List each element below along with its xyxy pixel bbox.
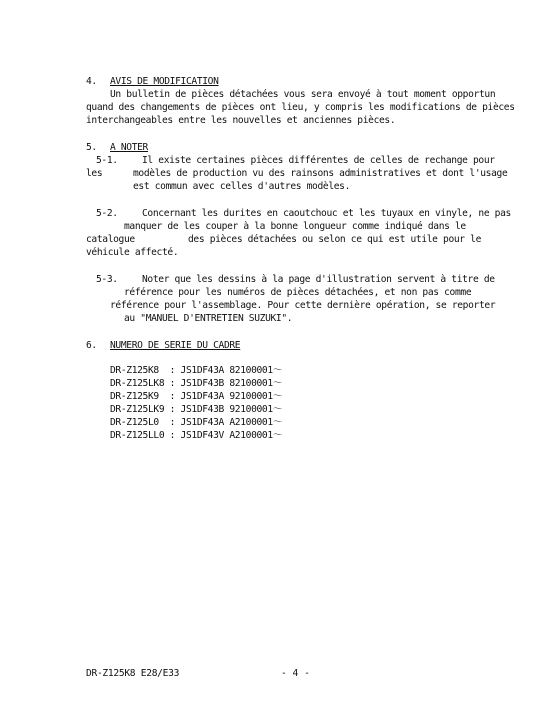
- paragraph-5-2-line: manquer de les couper à la bonne longueur comme indiqué dans le: [124, 221, 466, 232]
- paragraph-5-2-line: catalogue: [86, 234, 135, 245]
- paragraph-5-3-line: au "MANUEL D'ENTRETIEN SUZUKI".: [124, 313, 293, 324]
- paragraph-5-1-label: 5-1.: [96, 155, 118, 166]
- footer-model: DR-Z125K8 E28/E33: [86, 668, 180, 679]
- section-4-line: Un bulletin de pièces détachées vous sera envoyé à tout moment opportun: [110, 89, 496, 100]
- paragraph-5-1-line: les: [86, 168, 103, 179]
- frame-serial-row: DR-Z125L0 : JS1DF43A A2100001～: [110, 417, 283, 428]
- section-6-title: NUMERO DE SERIE DU CADRE: [110, 340, 241, 351]
- paragraph-5-3-label: 5-3.: [96, 274, 118, 285]
- frame-serial-row: DR-Z125K9 : JS1DF43A 92100001～: [110, 391, 283, 402]
- paragraph-5-2-line: Concernant les durites en caoutchouc et les tuyaux en vinyle, ne pas: [142, 208, 511, 219]
- section-4-number: 4.: [86, 76, 97, 87]
- paragraph-5-2-label: 5-2.: [96, 208, 118, 219]
- frame-serial-row: DR-Z125LL0 : JS1DF43V A2100001～: [110, 430, 283, 441]
- paragraph-5-3-line: référence pour les numéros de pièces détachées, et non pas comme: [124, 287, 472, 298]
- section-4-line: quand des changements de pièces ont lieu, y compris les modifications de pièces: [86, 102, 515, 113]
- paragraph-5-3-line: Noter que les dessins à la page d'illustration servent à titre de: [142, 274, 495, 285]
- section-6-number: 6.: [86, 340, 97, 351]
- section-5-number: 5.: [86, 142, 97, 153]
- paragraph-5-2-line: véhicule affecté.: [86, 247, 179, 258]
- section-5-title: A NOTER: [110, 142, 148, 153]
- page-number: - 4 -: [281, 668, 310, 679]
- paragraph-5-1-line: modèles de production vu des rainsons administratives et dont l'usage: [133, 168, 508, 179]
- paragraph-5-1-line: est commun avec celles d'autres modèles.: [133, 181, 351, 192]
- section-4-title: AVIS DE MODIFICATION: [110, 76, 219, 87]
- frame-serial-row: DR-Z125LK8 : JS1DF43B 82100001～: [110, 378, 283, 389]
- paragraph-5-3-line: référence pour l'assemblage. Pour cette dernière opération, se reporter: [110, 300, 496, 311]
- frame-serial-row: DR-Z125K8 : JS1DF43A 82100001～: [110, 365, 283, 376]
- section-4-line: interchangeables entre les nouvelles et anciennes pièces.: [86, 115, 396, 126]
- frame-serial-row: DR-Z125LK9 : JS1DF43B 92100001～: [110, 404, 283, 415]
- paragraph-5-1-line: Il existe certaines pièces différentes de celles de rechange pour: [142, 155, 495, 166]
- paragraph-5-2-line: des pièces détachées ou selon ce qui est utile pour le: [188, 234, 482, 245]
